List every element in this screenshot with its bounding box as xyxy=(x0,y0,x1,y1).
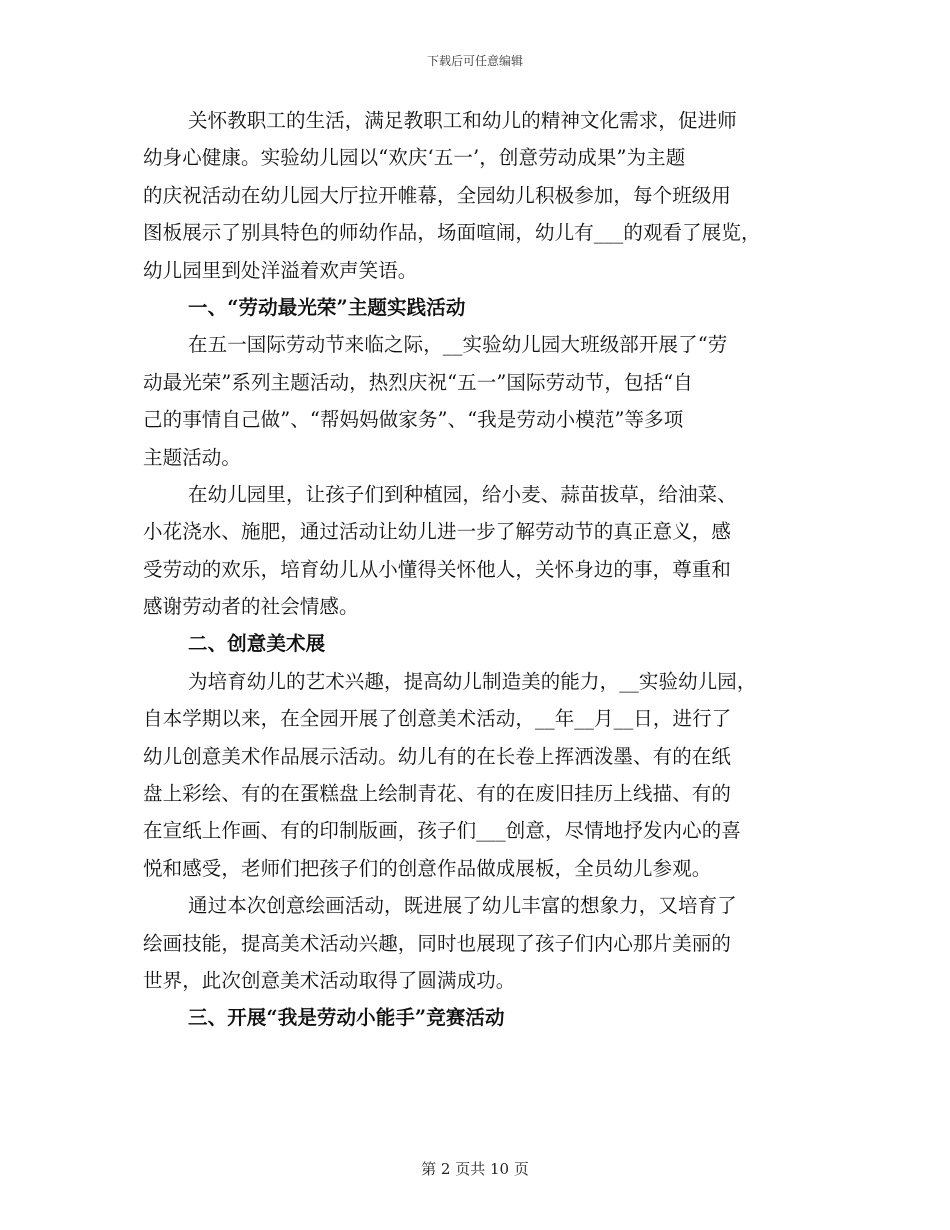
paragraph-line: 世界，此次创意美术活动取得了圆满成功。 xyxy=(143,968,516,992)
paragraph-line: 盘上彩绘、有的在蛋糕盘上绘制青花、有的在废旧挂历上线描、有的 xyxy=(143,782,732,806)
paragraph-line: 的庆祝活动在幼儿园大厅拉开帷幕，全园幼儿积极参加，每个班级用 xyxy=(143,183,732,207)
paragraph-line: 绘画技能，提高美术活动兴趣，同时也展现了孩子们内心那片美丽的 xyxy=(143,931,732,955)
section-heading: 二、创意美术展 xyxy=(188,632,326,656)
paragraph-line: 己的事情自己做”、“帮妈妈做家务”、“我是劳动小模范”等多项 xyxy=(143,408,684,432)
section-heading: 一、“劳动最光荣”主题实践活动 xyxy=(188,295,466,319)
paragraph-line: 为培育幼儿的艺术兴趣，提高幼儿制造美的能力，__实验幼儿园， xyxy=(188,669,757,693)
section-heading: 三、开展“我是劳动小能手”竞赛活动 xyxy=(188,1006,505,1030)
paragraph-line: 幼身心健康。实验幼儿园以“欢庆‘五一’，创意劳动成果”为主题 xyxy=(143,146,686,170)
paragraph-line: 在幼儿园里，让孩子们到种植园，给小麦、蒜苗拔草，给油菜、 xyxy=(188,482,737,506)
paragraph-line: 自本学期以来，在全园开展了创意美术活动，__年__月__日，进行了 xyxy=(143,707,732,731)
paragraph-line: 动最光荣”系列主题活动，热烈庆祝“五一”国际劳动节，包括“自 xyxy=(143,370,693,394)
paragraph-line: 主题活动。 xyxy=(143,445,242,469)
page-footer: 第 2 页共 10 页 xyxy=(421,1160,529,1178)
document-body xyxy=(143,102,803,1037)
paragraph-line: 小花浇水、施肥，通过活动让幼儿进一步了解劳动节的真正意义，感 xyxy=(143,520,732,544)
paragraph-line: 在宣纸上作画、有的印制版画，孩子们___创意，尽情地抒发内心的喜 xyxy=(143,819,741,843)
paragraph-line: 感谢劳动者的社会情感。 xyxy=(143,595,359,619)
paragraph-line: 受劳动的欢乐，培育幼儿从小懂得关怀他人，关怀身边的事，尊重和 xyxy=(143,557,732,581)
paragraph-line: 通过本次创意绘画活动，既进展了幼儿丰富的想象力，又培育了 xyxy=(188,894,737,918)
page-header: 下载后可任意编辑 xyxy=(426,54,523,68)
paragraph-line: 图板展示了别具特色的师幼作品，场面喧闹，幼儿有___的观看了展览， xyxy=(143,221,761,245)
paragraph-line: 幼儿创意美术作品展示活动。幼儿有的在长卷上挥洒泼墨、有的在纸 xyxy=(143,744,732,768)
paragraph-line: 在五一国际劳动节来临之际，__实验幼儿园大班级部开展了“劳 xyxy=(188,333,728,357)
paragraph-line: 幼儿园里到处洋溢着欢声笑语。 xyxy=(143,258,418,282)
paragraph-line: 悦和感受，老师们把孩子们的创意作品做成展板，全员幼儿参观。 xyxy=(143,856,712,880)
paragraph-line: 关怀教职工的生活，满足教职工和幼儿的精神文化需求，促进师 xyxy=(188,109,737,132)
